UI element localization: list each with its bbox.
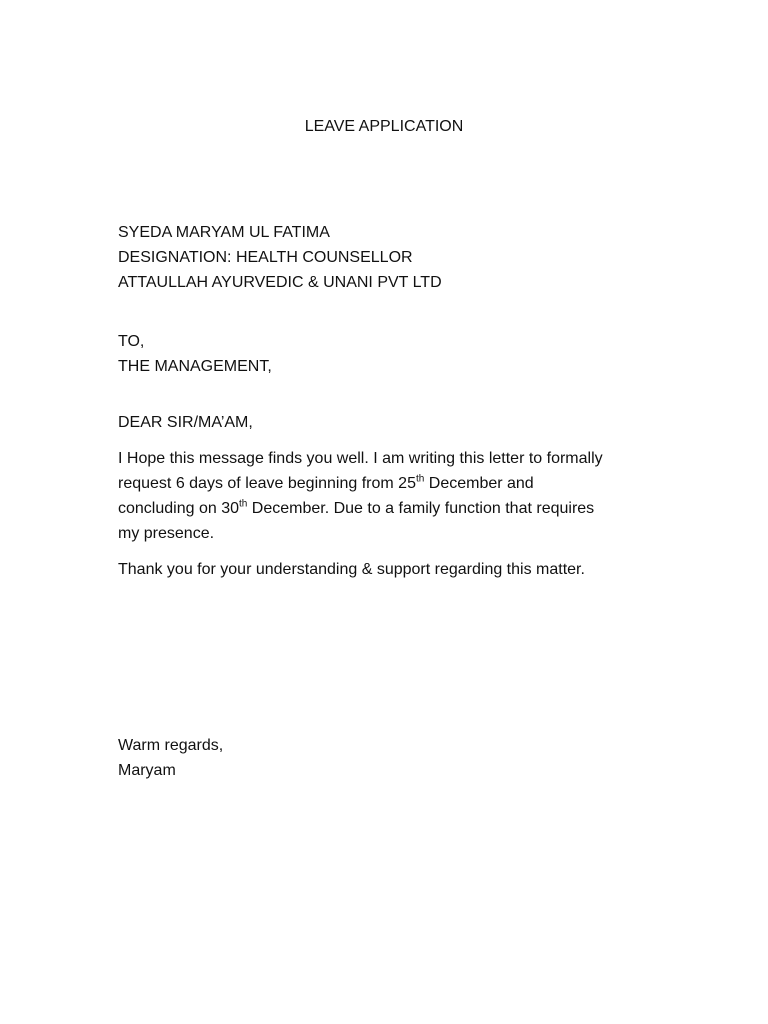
sender-designation: DESIGNATION: HEALTH COUNSELLOR [118, 249, 413, 266]
body-line-2-rest: December and [424, 475, 534, 492]
recipient-to: TO, [118, 333, 145, 350]
body-line-3 [118, 496, 678, 521]
recipient-block [118, 329, 678, 379]
document-title: LEAVE APPLICATION [304, 118, 464, 135]
body-line-3-text: concluding on 30 [118, 500, 239, 517]
ordinal-suffix: th [238, 498, 248, 510]
body-line-2 [118, 471, 678, 496]
sign-off: Warm regards, [118, 737, 224, 754]
sender-company: ATTAULLAH AYURVEDIC & UNANI PVT LTD [118, 274, 442, 291]
body-line-4: my presence. [118, 525, 215, 542]
body-line-2-text: request 6 days of leave beginning from 25 [118, 475, 416, 492]
body-paragraph-1 [118, 446, 678, 546]
sender-name: SYEDA MARYAM UL FATIMA [118, 224, 330, 241]
body-paragraph-2: Thank you for your understanding & support regarding this matter. [118, 561, 585, 578]
sender-block [118, 220, 678, 295]
signature-name: Maryam [118, 762, 176, 779]
ordinal-suffix: th [415, 473, 425, 485]
closing-block [118, 733, 678, 783]
salutation: DEAR SIR/MA’AM, [118, 414, 253, 431]
recipient-management: THE MANAGEMENT, [118, 358, 272, 375]
body-line-1: I Hope this message finds you well. I am writing this letter to formally [118, 450, 603, 467]
body-line-3-rest: December. Due to a family function that requires [247, 500, 595, 517]
